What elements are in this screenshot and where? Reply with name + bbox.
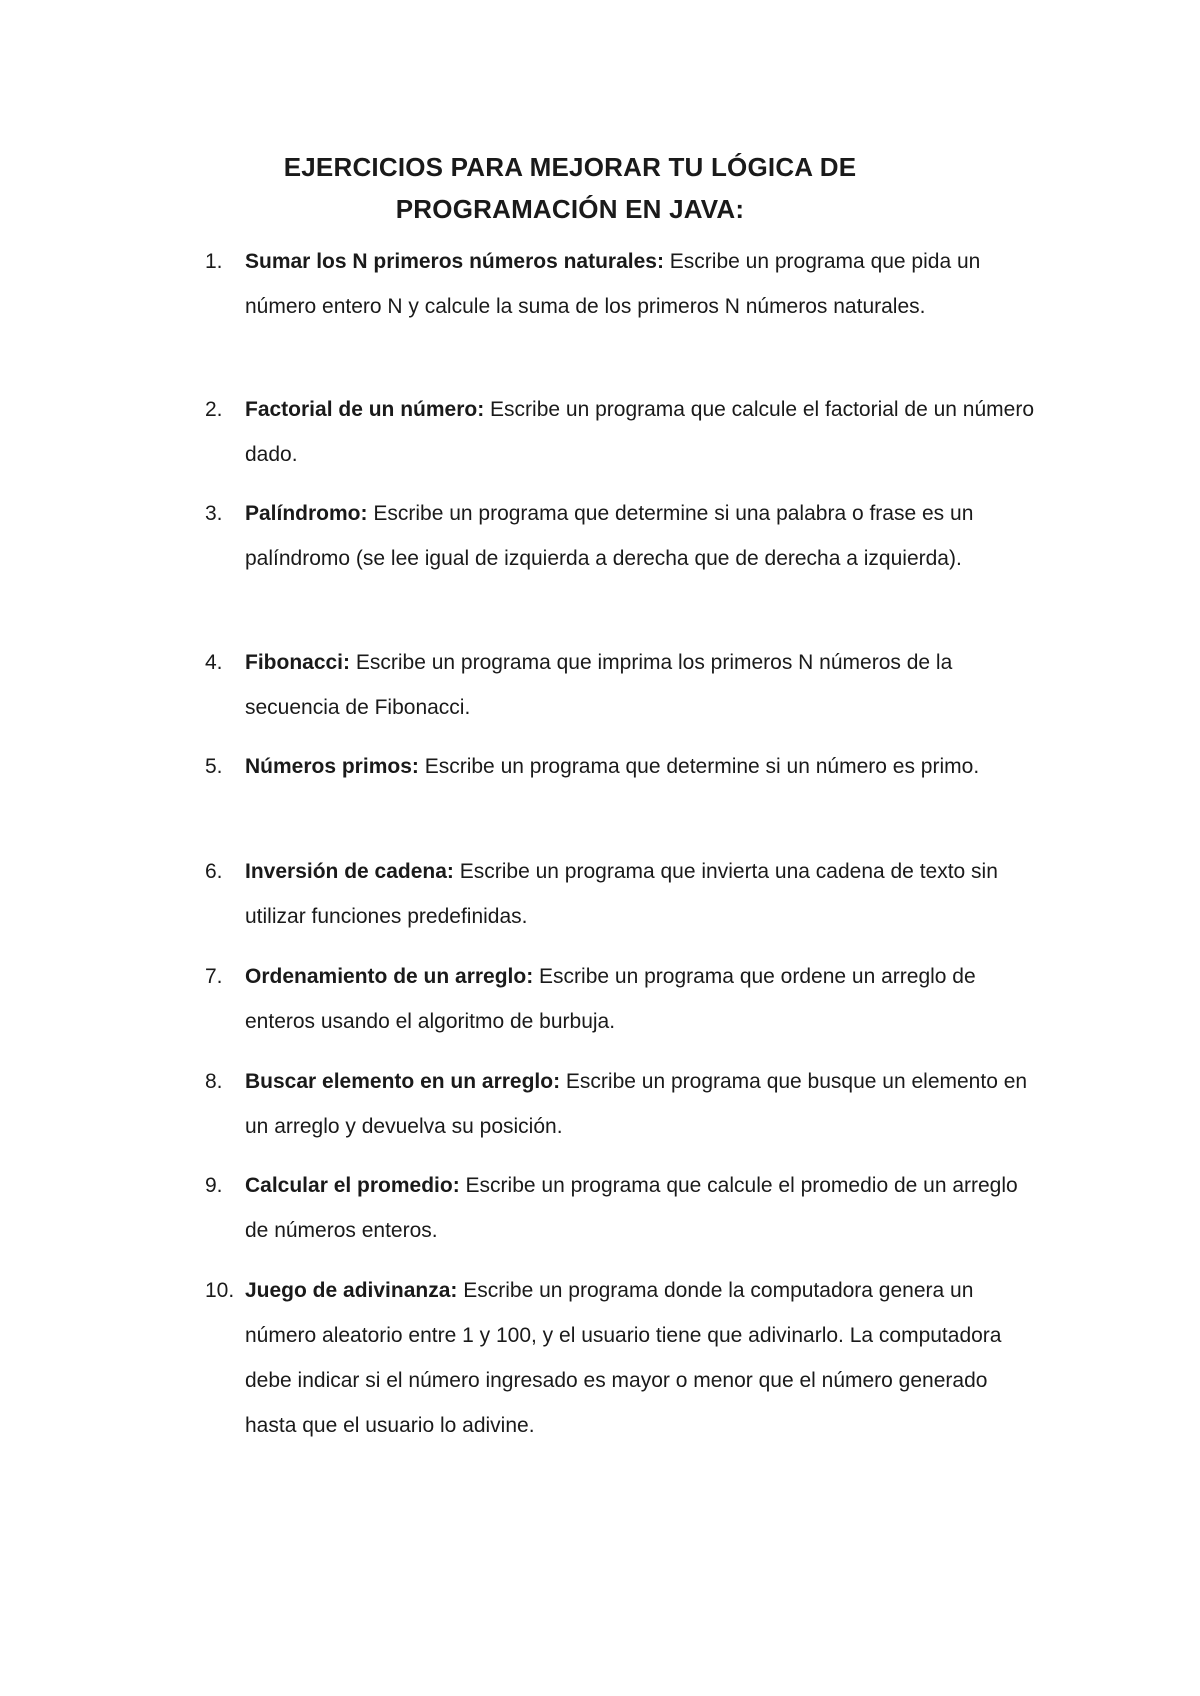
item-body: Escribe un programa que invierta una cadena de texto sin utilizar funciones predefinidas. (245, 860, 998, 928)
item-heading: Números primos: (245, 755, 419, 778)
item-body: Escribe un programa que calcule el promedio de un arreglo de números enteros. (245, 1174, 1018, 1242)
title-line-2: PROGRAMACIÓN EN JAVA: (395, 194, 745, 224)
item-heading: Buscar elemento en un arreglo: (245, 1070, 561, 1093)
item-body: Escribe un programa que ordene un arreglo de enteros usando el algoritmo de burbuja. (245, 965, 976, 1033)
item-number: 7. (205, 965, 223, 988)
item-text (245, 491, 1035, 581)
item-body: Escribe un programa que determine si una palabra o frase es un palíndromo (se lee igual de izquierda a derecha que de derecha a izquierda). (245, 502, 974, 570)
item-body: Escribe un programa que determine si un número es primo. (418, 755, 980, 778)
item-text (245, 954, 1035, 1044)
item-text (245, 744, 1035, 789)
item-number: 1. (205, 250, 223, 273)
item-heading: Palíndromo: (245, 502, 368, 525)
item-heading: Fibonacci: (245, 651, 351, 674)
item-number: 6. (205, 860, 223, 883)
item-body: Escribe un programa que imprima los primeros N números de la secuencia de Fibonacci. (245, 651, 953, 719)
item-text (245, 640, 1035, 730)
item-heading: Inversión de cadena: (245, 860, 454, 883)
item-text (245, 239, 1035, 329)
item-heading: Calcular el promedio: (245, 1174, 460, 1197)
item-number: 4. (205, 651, 223, 674)
document-title (190, 146, 950, 230)
item-number: 3. (205, 502, 223, 525)
item-text (245, 1163, 1035, 1253)
item-text (245, 1059, 1035, 1149)
item-number: 9. (205, 1174, 223, 1197)
item-number: 8. (205, 1070, 223, 1093)
item-number: 5. (205, 755, 223, 778)
item-heading: Ordenamiento de un arreglo: (245, 965, 534, 988)
item-number: 2. (205, 398, 223, 421)
item-body: Escribe un programa que calcule el factorial de un número dado. (245, 398, 1035, 466)
item-number: 10. (205, 1279, 235, 1302)
item-heading: Factorial de un número: (245, 398, 485, 421)
item-body: Escribe un programa donde la computadora genera un número aleatorio entre 1 y 100, y el usuario tiene que adivinarlo. La computadora debe indicar si el número ingresado es mayor o menor que el número generado hasta que el usuario lo adivine. (245, 1279, 1002, 1437)
item-text (245, 1268, 1035, 1448)
item-body: Escribe un programa que pida un número entero N y calcule la suma de los primeros N números naturales. (245, 250, 981, 318)
item-text (245, 387, 1035, 477)
item-heading: Sumar los N primeros números naturales: (245, 250, 664, 273)
title-line-1: EJERCICIOS PARA MEJORAR TU LÓGICA DE (283, 152, 857, 182)
item-text (245, 849, 1035, 939)
item-body: Escribe un programa que busque un elemento en un arreglo y devuelva su posición. (245, 1070, 1028, 1138)
item-heading: Juego de adivinanza: (245, 1279, 458, 1302)
